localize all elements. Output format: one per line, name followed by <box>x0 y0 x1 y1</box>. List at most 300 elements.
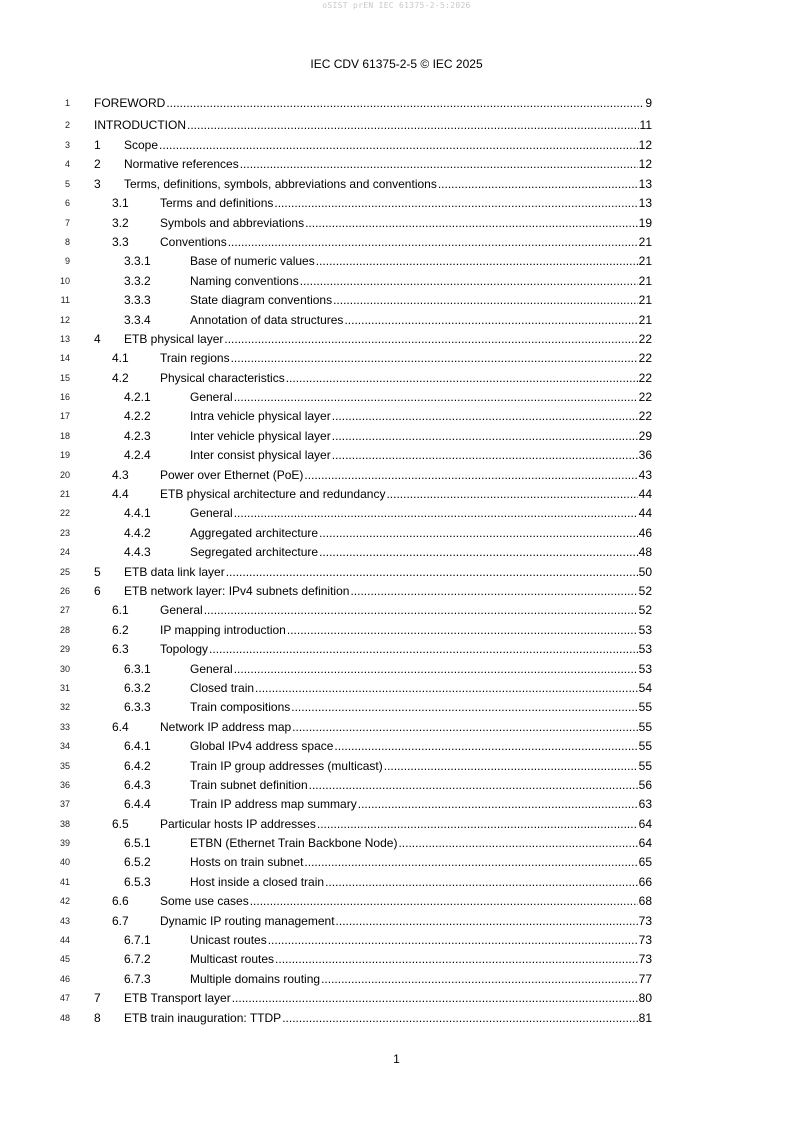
line-number: 7 <box>64 217 70 228</box>
toc-entry[interactable] <box>124 388 652 407</box>
toc-row <box>0 155 793 174</box>
section-number: 5 <box>94 564 101 579</box>
page-ref: 56 <box>638 777 652 792</box>
toc-row <box>0 660 793 679</box>
toc-row <box>0 892 793 911</box>
page-ref: 53 <box>638 642 652 657</box>
section-title: Physical characteristics <box>160 370 285 385</box>
page-ref: 36 <box>638 448 652 463</box>
page-ref: 13 <box>638 196 652 211</box>
section-title: IP mapping introduction <box>160 622 286 637</box>
section-number: 6.7 <box>112 913 129 928</box>
section-title: Train IP address map summary <box>190 797 357 812</box>
toc-entry[interactable] <box>112 912 652 931</box>
line-number: 44 <box>59 935 70 946</box>
page-ref: 29 <box>638 428 652 443</box>
toc-entry[interactable] <box>124 291 652 310</box>
page-ref: 22 <box>638 370 652 385</box>
section-number: 6.5 <box>112 816 129 831</box>
dot-leader <box>384 757 638 776</box>
section-number: 6.4.3 <box>124 777 151 792</box>
dot-leader <box>438 175 638 194</box>
line-number: 33 <box>59 721 70 732</box>
page-number: 1 <box>393 1052 400 1066</box>
section-title: General <box>160 603 203 618</box>
dot-leader <box>234 504 638 523</box>
section-number: 4.2.3 <box>124 428 151 443</box>
toc-row <box>0 272 793 291</box>
page-ref: 21 <box>638 293 652 308</box>
line-number: 39 <box>59 838 70 849</box>
line-number: 41 <box>59 876 70 887</box>
toc-row <box>0 873 793 892</box>
line-number: 1 <box>64 98 70 108</box>
section-number: 7 <box>94 991 101 1006</box>
page-ref: 54 <box>638 680 652 695</box>
section-number: 3.3.1 <box>124 254 151 269</box>
page-ref: 21 <box>638 312 652 327</box>
toc-entry[interactable] <box>112 485 652 504</box>
document-header: IEC CDV 61375-2-5 © IEC 2025 <box>310 57 483 71</box>
dot-leader <box>275 950 638 969</box>
section-number: 6.3.1 <box>124 661 151 676</box>
toc-row <box>0 640 793 659</box>
section-number: 3.3 <box>112 234 129 249</box>
page-ref: 48 <box>638 545 652 560</box>
page-ref: 46 <box>638 525 652 540</box>
page-ref: 21 <box>638 273 652 288</box>
page-ref: 55 <box>638 758 652 773</box>
dot-leader <box>304 853 637 872</box>
toc-row <box>0 931 793 950</box>
dot-leader <box>159 136 638 155</box>
toc-entry[interactable] <box>124 524 652 543</box>
dot-leader <box>319 543 638 562</box>
page-ref: 52 <box>638 603 652 618</box>
dot-leader <box>286 369 638 388</box>
toc-entry[interactable] <box>112 892 652 911</box>
dot-leader <box>305 214 638 233</box>
section-title: Network IP address map <box>160 719 292 734</box>
page-ref: 22 <box>638 331 652 346</box>
section-title: Multiple domains routing <box>190 971 321 986</box>
toc-entry[interactable] <box>124 737 652 756</box>
toc-row <box>0 970 793 989</box>
line-number: 16 <box>59 392 70 403</box>
toc-entry[interactable] <box>124 407 652 426</box>
line-number: 40 <box>59 857 70 868</box>
dot-leader <box>333 291 638 310</box>
line-number: 22 <box>59 508 70 519</box>
line-number: 46 <box>59 973 70 984</box>
toc-row <box>0 349 793 368</box>
dot-leader <box>325 873 638 892</box>
section-title: Terms and definitions <box>160 196 274 211</box>
table-of-contents <box>0 92 793 1028</box>
dot-leader <box>232 989 638 1008</box>
toc-entry[interactable] <box>124 446 652 465</box>
section-title: Topology <box>160 642 209 657</box>
toc-row <box>0 407 793 426</box>
line-number: 20 <box>59 469 70 480</box>
toc-entry[interactable] <box>94 175 652 194</box>
dot-leader <box>224 330 637 349</box>
page-ref: 53 <box>638 661 652 676</box>
line-number: 9 <box>64 256 70 267</box>
toc-entry[interactable] <box>124 543 652 562</box>
section-title: Segregated architecture <box>190 545 319 560</box>
section-number: 4.2.1 <box>124 390 151 405</box>
toc-row <box>0 737 793 756</box>
section-number: 4.2.2 <box>124 409 151 424</box>
section-title: Base of numeric values <box>190 254 315 269</box>
section-number: 4.1 <box>112 351 129 366</box>
page-ref: 13 <box>638 176 652 191</box>
section-title: Terms, definitions, symbols, abbreviations and conventions <box>124 176 437 191</box>
page-ref: 44 <box>638 506 652 521</box>
section-number: 3.3.3 <box>124 293 151 308</box>
toc-entry[interactable] <box>124 252 652 271</box>
section-title: Intra vehicle physical layer <box>190 409 331 424</box>
toc-entry[interactable] <box>124 853 652 872</box>
toc-entry[interactable] <box>94 330 652 349</box>
toc-row <box>0 114 793 136</box>
toc-entry[interactable] <box>124 757 652 776</box>
dot-leader <box>255 679 638 698</box>
dot-leader <box>334 737 637 756</box>
dot-leader <box>332 407 638 426</box>
toc-row <box>0 815 793 834</box>
section-title: Dynamic IP routing management <box>160 913 335 928</box>
dot-leader <box>332 427 638 446</box>
line-number: 19 <box>59 450 70 461</box>
dot-leader <box>268 931 638 950</box>
dot-leader <box>240 155 638 174</box>
toc-entry[interactable] <box>124 504 652 523</box>
section-number: 4.2.4 <box>124 448 151 463</box>
line-number: 23 <box>59 527 70 538</box>
toc-entry[interactable] <box>124 970 652 989</box>
section-number: 3.1 <box>112 196 129 211</box>
line-number: 11 <box>60 295 70 306</box>
page-ref: 73 <box>638 913 652 928</box>
section-title: Host inside a closed train <box>190 874 325 889</box>
toc-entry[interactable] <box>112 349 652 368</box>
line-number: 48 <box>59 1012 70 1023</box>
toc-entry[interactable] <box>124 931 652 950</box>
section-number: 4.4.2 <box>124 525 151 540</box>
toc-row <box>0 330 793 349</box>
section-title: ETB network layer: IPv4 subnets definition <box>124 583 350 598</box>
page-ref: 22 <box>638 409 652 424</box>
toc-row <box>0 233 793 252</box>
section-number: 6.3 <box>112 642 129 657</box>
section-title: ETB Transport layer <box>124 991 231 1006</box>
line-number: 30 <box>59 663 70 674</box>
dot-leader <box>300 272 638 291</box>
section-title: Normative references <box>124 157 239 172</box>
section-number: 3 <box>94 176 101 191</box>
line-number: 21 <box>59 489 70 500</box>
dot-leader <box>304 466 637 485</box>
dot-leader <box>332 446 638 465</box>
toc-row <box>0 853 793 872</box>
section-number: 6.4 <box>112 719 129 734</box>
section-title: Symbols and abbreviations <box>160 215 305 230</box>
section-title: Unicast routes <box>190 933 267 948</box>
section-number: 6.1 <box>112 603 129 618</box>
dot-leader <box>234 660 638 679</box>
toc-row <box>0 563 793 582</box>
toc-entry[interactable] <box>94 563 652 582</box>
dot-leader <box>321 970 638 989</box>
toc-entry[interactable] <box>94 136 652 155</box>
toc-entry[interactable] <box>112 214 652 233</box>
toc-entry[interactable] <box>124 950 652 969</box>
line-number: 12 <box>59 314 70 325</box>
toc-row <box>0 698 793 717</box>
toc-row <box>0 834 793 853</box>
toc-entry[interactable] <box>94 92 652 114</box>
toc-row <box>0 427 793 446</box>
toc-entry[interactable] <box>94 155 652 174</box>
section-number: 6.7.2 <box>124 952 151 967</box>
section-title: State diagram conventions <box>190 293 333 308</box>
section-number: 8 <box>94 1010 101 1025</box>
section-number: 6.6 <box>112 894 129 909</box>
line-number: 25 <box>59 566 70 577</box>
dot-leader <box>336 912 638 931</box>
toc-entry[interactable] <box>94 582 652 601</box>
toc-row <box>0 92 793 114</box>
toc-entry[interactable] <box>112 640 652 659</box>
section-title: ETBN (Ethernet Train Backbone Node) <box>190 836 398 851</box>
dot-leader <box>398 834 637 853</box>
line-number: 28 <box>59 624 70 635</box>
toc-entry[interactable] <box>112 194 652 213</box>
dot-leader <box>319 524 638 543</box>
section-number: 6.2 <box>112 622 129 637</box>
section-title: General <box>190 506 233 521</box>
line-number: 31 <box>59 682 70 693</box>
page-ref: 21 <box>638 254 652 269</box>
dot-leader <box>358 795 638 814</box>
dot-leader <box>291 698 637 717</box>
dot-leader <box>234 388 638 407</box>
section-number: 6.3.2 <box>124 680 151 695</box>
section-number: 6.5.1 <box>124 836 151 851</box>
section-number: 6.4.4 <box>124 797 151 812</box>
toc-entry[interactable] <box>112 233 652 252</box>
page-ref: 68 <box>638 894 652 909</box>
page-ref: 73 <box>638 933 652 948</box>
line-number: 47 <box>59 993 70 1004</box>
dot-leader <box>344 311 637 330</box>
line-number: 15 <box>59 372 70 383</box>
section-number: 6.4.1 <box>124 739 151 754</box>
toc-entry[interactable] <box>124 679 652 698</box>
page-ref: 52 <box>638 583 652 598</box>
toc-entry[interactable] <box>124 660 652 679</box>
line-number: 6 <box>64 198 70 209</box>
dot-leader <box>250 892 638 911</box>
toc-row <box>0 311 793 330</box>
section-title: ETB physical architecture and redundancy <box>160 487 386 502</box>
toc-row <box>0 252 793 271</box>
dot-leader <box>317 815 638 834</box>
dot-leader <box>231 349 638 368</box>
dot-leader <box>228 233 638 252</box>
line-number: 32 <box>59 702 70 713</box>
line-number: 13 <box>59 333 70 344</box>
toc-entry[interactable] <box>112 621 652 640</box>
section-number: 6 <box>94 583 101 598</box>
line-number: 14 <box>59 353 70 364</box>
section-title: Naming conventions <box>190 273 299 288</box>
toc-row <box>0 912 793 931</box>
line-number: 26 <box>59 585 70 596</box>
toc-row <box>0 504 793 523</box>
toc-row <box>0 1009 793 1028</box>
page-ref: 73 <box>638 952 652 967</box>
dot-leader <box>309 776 638 795</box>
page-ref: 22 <box>638 390 652 405</box>
toc-row <box>0 524 793 543</box>
toc-entry[interactable] <box>94 114 652 136</box>
section-number: 3.3.2 <box>124 273 151 288</box>
toc-entry[interactable] <box>124 795 652 814</box>
section-title: Closed train <box>190 680 255 695</box>
page-ref: 12 <box>638 157 652 172</box>
line-number: 17 <box>59 411 70 422</box>
line-number: 2 <box>64 120 70 130</box>
page-ref: 81 <box>638 1010 652 1025</box>
page-ref: 64 <box>638 836 652 851</box>
dot-leader <box>226 563 638 582</box>
section-title: Particular hosts IP addresses <box>160 816 316 831</box>
toc-entry[interactable] <box>112 601 652 620</box>
toc-row <box>0 369 793 388</box>
section-title: Hosts on train subnet <box>190 855 304 870</box>
page-ref: 65 <box>638 855 652 870</box>
dot-leader <box>274 194 637 213</box>
section-number: 1 <box>94 138 101 152</box>
line-number: 43 <box>59 915 70 926</box>
section-title: Global IPv4 address space <box>190 739 334 754</box>
page-ref: 80 <box>638 991 652 1006</box>
section-title: Scope <box>124 138 159 152</box>
toc-entry[interactable] <box>94 989 652 1008</box>
section-number: 6.7.3 <box>124 971 151 986</box>
toc-entry[interactable] <box>112 369 652 388</box>
section-number: 4.4.3 <box>124 545 151 560</box>
toc-entry[interactable] <box>112 466 652 485</box>
toc-row <box>0 446 793 465</box>
page-ref: 66 <box>638 874 652 889</box>
line-number: 35 <box>59 760 70 771</box>
dot-leader <box>204 601 638 620</box>
toc-row <box>0 194 793 213</box>
watermark: oSIST prEN IEC 61375-2-5:2026 <box>322 1 471 10</box>
section-number: 3.2 <box>112 215 129 230</box>
toc-entry[interactable] <box>124 873 652 892</box>
section-title: Some use cases <box>160 894 249 909</box>
page-ref: 43 <box>638 467 652 482</box>
page-ref: 21 <box>638 234 652 249</box>
section-title: INTRODUCTION <box>94 118 186 132</box>
page-ref: 55 <box>638 739 652 754</box>
toc-entry[interactable] <box>112 815 652 834</box>
section-title: Annotation of data structures <box>190 312 344 327</box>
section-number: 4.2 <box>112 370 129 385</box>
section-title: Train IP group addresses (multicast) <box>190 758 383 773</box>
section-number: 6.5.2 <box>124 855 151 870</box>
dot-leader <box>386 485 637 504</box>
section-title: FOREWORD <box>94 96 166 110</box>
toc-row <box>0 582 793 601</box>
line-number: 27 <box>59 605 70 616</box>
toc-row <box>0 757 793 776</box>
dot-leader <box>282 1009 637 1028</box>
page-ref: 53 <box>638 622 652 637</box>
line-number: 37 <box>59 799 70 810</box>
section-number: 6.4.2 <box>124 758 151 773</box>
toc-entry[interactable] <box>112 718 652 737</box>
page-ref: 50 <box>638 564 652 579</box>
toc-entry[interactable] <box>124 427 652 446</box>
toc-row <box>0 543 793 562</box>
toc-row <box>0 388 793 407</box>
toc-entry[interactable] <box>124 311 652 330</box>
dot-leader <box>166 92 644 114</box>
section-number: 2 <box>94 157 101 172</box>
page-ref: 63 <box>638 797 652 812</box>
line-number: 5 <box>64 178 70 189</box>
dot-leader <box>316 252 638 271</box>
toc-entry[interactable] <box>124 698 652 717</box>
line-number: 45 <box>59 954 70 965</box>
dot-leader <box>287 621 638 640</box>
section-title: Train subnet definition <box>190 777 308 792</box>
dot-leader <box>209 640 638 659</box>
toc-entry[interactable] <box>124 834 652 853</box>
line-number: 38 <box>59 818 70 829</box>
toc-row <box>0 136 793 155</box>
section-title: General <box>190 390 233 405</box>
section-title: Aggregated architecture <box>190 525 319 540</box>
section-number: 6.7.1 <box>124 933 151 948</box>
toc-entry[interactable] <box>94 1009 652 1028</box>
section-number: 6.3.3 <box>124 700 151 715</box>
page-ref: 55 <box>638 719 652 734</box>
page-ref: 11 <box>639 118 652 132</box>
line-number: 18 <box>59 430 70 441</box>
line-number: 10 <box>59 275 70 286</box>
toc-row <box>0 601 793 620</box>
dot-leader <box>187 114 639 136</box>
section-title: ETB physical layer <box>124 331 224 346</box>
line-number: 8 <box>64 236 70 247</box>
line-number: 36 <box>59 779 70 790</box>
page-ref: 77 <box>638 971 652 986</box>
section-title: Inter vehicle physical layer <box>190 428 331 443</box>
toc-entry[interactable] <box>124 272 652 291</box>
dot-leader <box>292 718 637 737</box>
toc-row <box>0 214 793 233</box>
toc-entry[interactable] <box>124 776 652 795</box>
section-number: 3.3.4 <box>124 312 151 327</box>
section-title: Train compositions <box>190 700 291 715</box>
